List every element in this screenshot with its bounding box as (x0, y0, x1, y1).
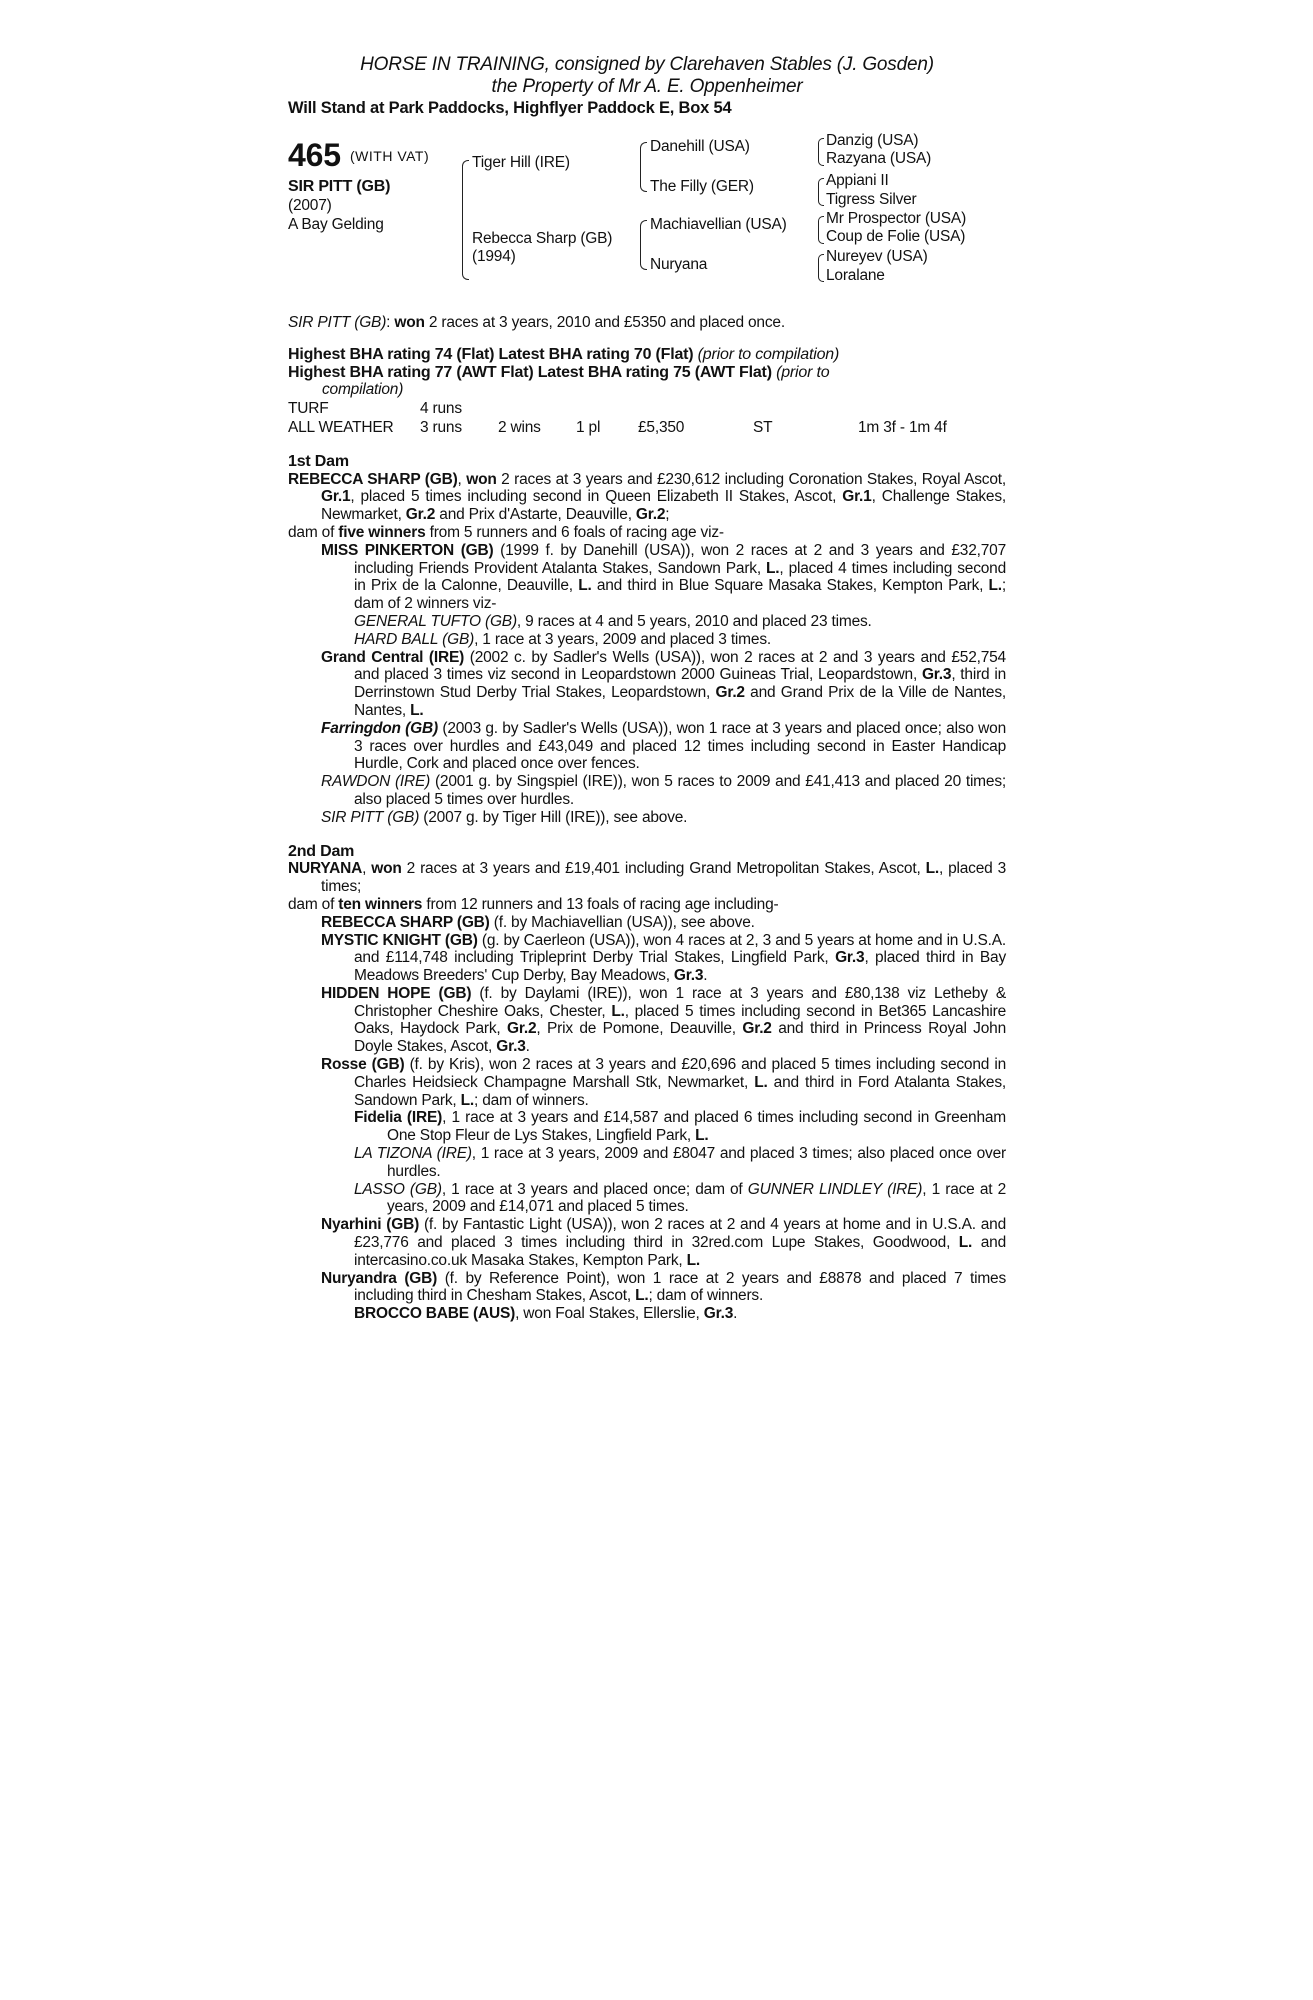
rating-awt-text: Highest BHA rating 77 (AWT Flat) Latest BHA rating 75 (AWT Flat) (288, 363, 772, 381)
grade-label: L. (686, 1251, 700, 1269)
produce-text: (f. by Kris), won 2 races at 3 years and £20,696 and placed 5 times including second in Charles Heidsieck Champagne Marshall Stk, Newmarket, (354, 1056, 1006, 1091)
dam-sire-name: Machiavellian (USA) (650, 216, 787, 233)
produce-text: (f. by Daylami (IRE)), won 1 race at 3 years and £80,138 viz Letheby & Christopher Cheshire Oaks, Chester, (354, 984, 1006, 1020)
produce-entry (321, 809, 1006, 827)
pedigree-bracket-dam (640, 220, 647, 270)
produce-entry (321, 1056, 1006, 1109)
grade-label: Gr.2 (405, 506, 436, 524)
produce-name: Rosse (GB) (321, 1056, 405, 1074)
grade-label: L. (460, 1091, 474, 1109)
pedigree-bracket-dd (818, 254, 824, 282)
produce-count: ten winners (338, 895, 423, 913)
produce-text: , 1 race at 2 years, 2009 and £14,071 and placed 5 times. (387, 1180, 1006, 1216)
first-dam-text: , placed 5 times including second in Queen Elizabeth II Stakes, Ascot, (350, 488, 843, 506)
produce-text: , 9 races at 4 and 5 years, 2010 and placed 23 times. (516, 612, 872, 630)
produce-text: . (733, 1305, 738, 1323)
sire-name: Tiger Hill (IRE) (472, 154, 570, 171)
sire-dam-name: The Filly (GER) (650, 178, 754, 195)
produce-name: LASSO (GB) (354, 1180, 442, 1198)
sire-sire-name: Danehill (USA) (650, 138, 750, 155)
produce-entry (354, 613, 1006, 631)
first-dam-name: REBECCA SHARP (GB) (288, 470, 458, 488)
produce-entry (354, 631, 1006, 649)
grade-label: Gr.3 (496, 1038, 526, 1056)
dam-year: (1994) (472, 248, 516, 265)
first-dam-produce-intro (288, 524, 1006, 542)
produce-text: ; dam of 2 winners viz- (354, 577, 1006, 613)
grade-label: Gr.3 (921, 666, 952, 684)
produce-text: , third in Derrinstown Stud Derby Trial Stakes, Leopardstown, (354, 666, 1007, 702)
produce-name: HARD BALL (GB) (354, 630, 475, 648)
grade-label: L. (635, 1287, 649, 1305)
first-dam-heading: 1st Dam (288, 452, 349, 470)
produce-count: five winners (338, 523, 426, 541)
rating-line-flat (288, 346, 1006, 364)
lot-number: 465 (288, 137, 341, 173)
produce-entry (354, 1109, 1006, 1145)
produce-text: from 5 runners and 6 foals of racing age viz- (425, 523, 724, 541)
second-dam-name: NURYANA (288, 860, 363, 878)
first-dam-text: 2 races at 3 years and £230,612 including Coronation Stakes, Royal Ascot, (496, 470, 1006, 488)
produce-text: , 1 race at 3 years and placed once; dam of (441, 1180, 748, 1198)
produce-name: MISS PINKERTON (GB) (321, 541, 494, 559)
produce-name: BROCCO BABE (AUS) (354, 1305, 516, 1323)
ssd-name: Razyana (USA) (826, 150, 932, 167)
produce-text: , won Foal Stakes, Ellerslie, (515, 1305, 704, 1323)
produce-text: and third in Blue Square Masaka Stakes, Kempton Park, (591, 577, 989, 595)
second-dam-text: , placed 3 times; (321, 860, 1006, 896)
produce-text: . (703, 967, 708, 985)
produce-text: dam of (288, 523, 339, 541)
grade-label: L. (766, 559, 780, 577)
dsd-name: Coup de Folie (USA) (826, 228, 966, 245)
produce-text: and intercasino.co.uk Masaka Stakes, Kempton Park, (354, 1234, 1006, 1269)
grade-label: Gr.2 (635, 506, 666, 524)
produce-text: dam of (288, 895, 339, 913)
produce-text: , 1 race at 3 years, 2009 and placed 3 times. (474, 630, 771, 648)
grade-label: Gr.2 (742, 1020, 772, 1038)
produce-name: HIDDEN HOPE (GB) (321, 984, 472, 1002)
summary-won: won (394, 314, 425, 331)
produce-entry (321, 720, 1006, 773)
sdd-name: Tigress Silver (826, 191, 917, 208)
runs-aw-count: 3 runs (420, 418, 462, 436)
grade-label: Gr.1 (321, 488, 351, 506)
runs-aw-label: ALL WEATHER (288, 418, 394, 436)
produce-entry (321, 1270, 1006, 1306)
dam-dam-name: Nuryana (650, 256, 708, 273)
runs-table-turf (288, 400, 1006, 418)
produce-text: , Prix de Pomone, Deauville, (536, 1020, 743, 1038)
location-line: Will Stand at Park Paddocks, Highflyer Paddock E, Box 54 (288, 99, 732, 117)
produce-name: MYSTIC KNIGHT (GB) (321, 931, 478, 949)
produce-text: ; dam of winners. (474, 1091, 589, 1109)
grade-label: Gr.2 (715, 684, 745, 702)
rating-awt-note-cont: compilation) (322, 381, 404, 399)
dam-name: Rebecca Sharp (GB) (472, 230, 613, 247)
produce-name: RAWDON (IRE) (321, 773, 431, 791)
first-dam-record: REBECCA SHARP (GB), won 2 races at 3 years and £230,612 including Coronation Stakes, Royal Ascot, Gr.1, placed 5 times including second in Queen Elizabeth II Stakes, Ascot, Gr.1, Challenge Stakes, Newmarket, Gr.2 and Prix d'Astarte, Deauville, Gr.2; (288, 470, 1006, 524)
produce-text: , placed third in Bay Meadows Breeders' Cup Derby, Bay Meadows, (354, 949, 1006, 985)
grade-label: L. (410, 701, 424, 719)
summary-horse-name: SIR PITT (GB) (288, 314, 387, 331)
second-dam-section (288, 843, 1006, 1324)
produce-entry (321, 649, 1006, 720)
first-dam-section (288, 453, 1006, 827)
catalogue-page (288, 54, 1006, 1323)
first-dam-text: and Prix d'Astarte, Deauville, (435, 506, 636, 524)
grade-label: Gr.3 (835, 949, 865, 967)
produce-text: . (525, 1038, 530, 1056)
grade-label: L. (695, 1127, 709, 1145)
grade-label: L. (611, 1002, 625, 1020)
pedigree-bracket-ss (818, 138, 824, 166)
runs-turf-count: 4 runs (420, 400, 462, 418)
race-summary: SIR PITT (GB): won 2 races at 3 years, 2010 and £5350 and placed once. (288, 314, 785, 331)
produce-text: (f. by Reference Point), won 1 race at 2 years and £8878 and placed 7 times including third in Chesham Stakes, Ascot, (354, 1269, 1007, 1305)
produce-entry (354, 1145, 1006, 1181)
produce-text: (2007 g. by Tiger Hill (IRE)), see above. (419, 808, 688, 826)
runs-aw-placed: 1 pl (576, 418, 601, 436)
horse-year: (2007) (288, 197, 332, 214)
runs-aw-wins: 2 wins (498, 418, 541, 436)
produce-text: and third in Princess Royal John Doyle Stakes, Ascot, (354, 1020, 1006, 1056)
produce-name: Grand Central (IRE) (321, 648, 465, 666)
ratings-block (288, 346, 1006, 437)
rating-line-awt (288, 364, 1006, 382)
pedigree-bracket-main (462, 160, 469, 280)
produce-name: LA TIZONA (IRE) (354, 1145, 472, 1163)
runs-aw-money: £5,350 (638, 418, 685, 436)
runs-aw-going: ST (753, 418, 773, 436)
pedigree-bracket-sire (640, 142, 647, 192)
first-dam-text: , Challenge Stakes, Newmarket, (321, 488, 1006, 524)
second-dam-won: won (371, 860, 402, 878)
produce-text: , placed 5 times including second in Bet365 Lancashire Oaks, Haydock Park, (354, 1002, 1006, 1038)
property-line: the Property of Mr A. E. Oppenheimer (491, 76, 803, 97)
produce-text: , placed 4 times including second in Prix de la Calonne, Deauville, (354, 559, 1006, 595)
produce-entry (354, 1305, 1006, 1323)
grade-label: Gr.3 (673, 967, 704, 985)
produce-entry (321, 932, 1006, 985)
pedigree-block (288, 134, 1006, 302)
sss-name: Danzig (USA) (826, 132, 919, 149)
produce-entry (354, 1181, 1006, 1217)
produce-text: (f. by Fantastic Light (USA)), won 2 races at 2 and 4 years at home and in U.S.A. and £23,776 and placed 3 times including third in 32red.com Lupe Stakes, Goodwood, (354, 1216, 1006, 1252)
runs-table-aw (288, 419, 1006, 437)
consignor-line: HORSE IN TRAINING, consigned by Clarehaven Stables (J. Gosden) (360, 54, 934, 75)
page-header (288, 54, 1006, 118)
second-dam-heading: 2nd Dam (288, 842, 355, 860)
second-dam-record: NURYANA, won 2 races at 3 years and £19,401 including Grand Metropolitan Stakes, Ascot, L., placed 3 times; (288, 860, 1006, 896)
second-dam-produce-intro (288, 896, 1006, 914)
grade-label: Gr.1 (842, 488, 872, 506)
rating-flat-note: (prior to compilation) (693, 345, 840, 363)
summary-text: 2 races at 3 years, 2010 and £5350 and placed once. (424, 314, 785, 331)
horse-name: SIR PITT (GB) (288, 178, 391, 195)
produce-entry (321, 985, 1006, 1056)
sds-name: Appiani II (826, 172, 889, 189)
produce-text: , 1 race at 3 years, 2009 and £8047 and placed 3 times; also placed once over hurdles. (387, 1145, 1006, 1180)
grade-label: Gr.2 (507, 1020, 537, 1038)
dss-name: Mr Prospector (USA) (826, 210, 967, 227)
produce-text: from 12 runners and 13 foals of racing age including- (422, 895, 779, 913)
rating-flat-text: Highest BHA rating 74 (Flat) Latest BHA rating 70 (Flat) (288, 345, 694, 363)
grade-label: L. (578, 577, 592, 595)
produce-text: (2003 g. by Sadler's Wells (USA)), won 1 race at 3 years and placed once; also won 3 races over hurdles and £43,049 and placed 12 times including second in Easter Handicap Hurdle, Cork and placed once over fences. (354, 719, 1007, 773)
produce-text: and third in Ford Atalanta Stakes, Sandown Park, (354, 1073, 1006, 1109)
produce-name: Fidelia (IRE) (354, 1109, 443, 1127)
produce-entry (321, 1216, 1006, 1269)
produce-entry (321, 542, 1006, 613)
grade-label: L. (925, 860, 939, 878)
runs-aw-distance: 1m 3f - 1m 4f (858, 418, 947, 436)
grade-label: L. (988, 577, 1002, 595)
produce-text: (f. by Machiavellian (USA)), see above. (489, 913, 755, 931)
produce-name: Nyarhini (GB) (321, 1216, 420, 1234)
produce-text: (g. by Caerleon (USA)), won 4 races at 2, 3 and 5 years at home and in U.S.A. and £114,748 including Tripleprint Derby Trial Stakes, Lingfield Park, (354, 931, 1006, 967)
produce-name: REBECCA SHARP (GB) (321, 913, 490, 931)
produce-name: GENERAL TUFTO (GB) (354, 612, 517, 630)
horse-description: A Bay Gelding (288, 216, 384, 233)
dds-name: Nureyev (USA) (826, 248, 928, 265)
produce-entry (321, 773, 1006, 809)
produce-text: (2001 g. by Singspiel (IRE)), won 5 races to 2009 and £41,413 and placed 20 times; also placed 5 times over hurdles. (354, 773, 1006, 808)
produce-text: ; dam of winners. (648, 1287, 764, 1305)
produce-text: , 1 race at 3 years and £14,587 and placed 6 times including second in Greenham One Stop Fleur de Lys Stakes, Lingfield Park, (387, 1109, 1006, 1145)
pedigree-bracket-ds (818, 216, 824, 244)
produce-name: GUNNER LINDLEY (IRE) (747, 1180, 923, 1198)
rating-awt-note: (prior to (771, 363, 830, 381)
ddd-name: Loralane (826, 267, 885, 284)
produce-name: Nuryandra (GB) (321, 1269, 438, 1287)
second-dam-text: 2 races at 3 years and £19,401 including Grand Metropolitan Stakes, Ascot, (401, 860, 926, 878)
produce-name: SIR PITT (GB) (321, 808, 420, 826)
first-dam-won: won (466, 470, 497, 488)
first-dam-text: ; (665, 506, 670, 524)
produce-text: (2002 c. by Sadler's Wells (USA)), won 2 races at 2 and 3 years and £52,754 and placed 3 times viz second in Leopardstown 2000 Guineas Trial, Leopardstown, (354, 648, 1006, 684)
produce-text: and Grand Prix de la Ville de Nantes, Nantes, (354, 684, 1006, 719)
produce-entry (321, 914, 1006, 932)
pedigree-bracket-sd (818, 178, 824, 206)
vat-note: (WITH VAT) (350, 148, 430, 164)
grade-label: L. (958, 1234, 973, 1252)
grade-label: L. (754, 1073, 768, 1091)
runs-turf-label: TURF (288, 400, 329, 418)
produce-text: (1999 f. by Danehill (USA)), won 2 races at 2 and 3 years and £32,707 including Friends Provident Atalanta Stakes, Sandown Park, (354, 541, 1006, 577)
grade-label: Gr.3 (703, 1305, 734, 1323)
produce-name: Farringdon (GB) (321, 719, 438, 737)
